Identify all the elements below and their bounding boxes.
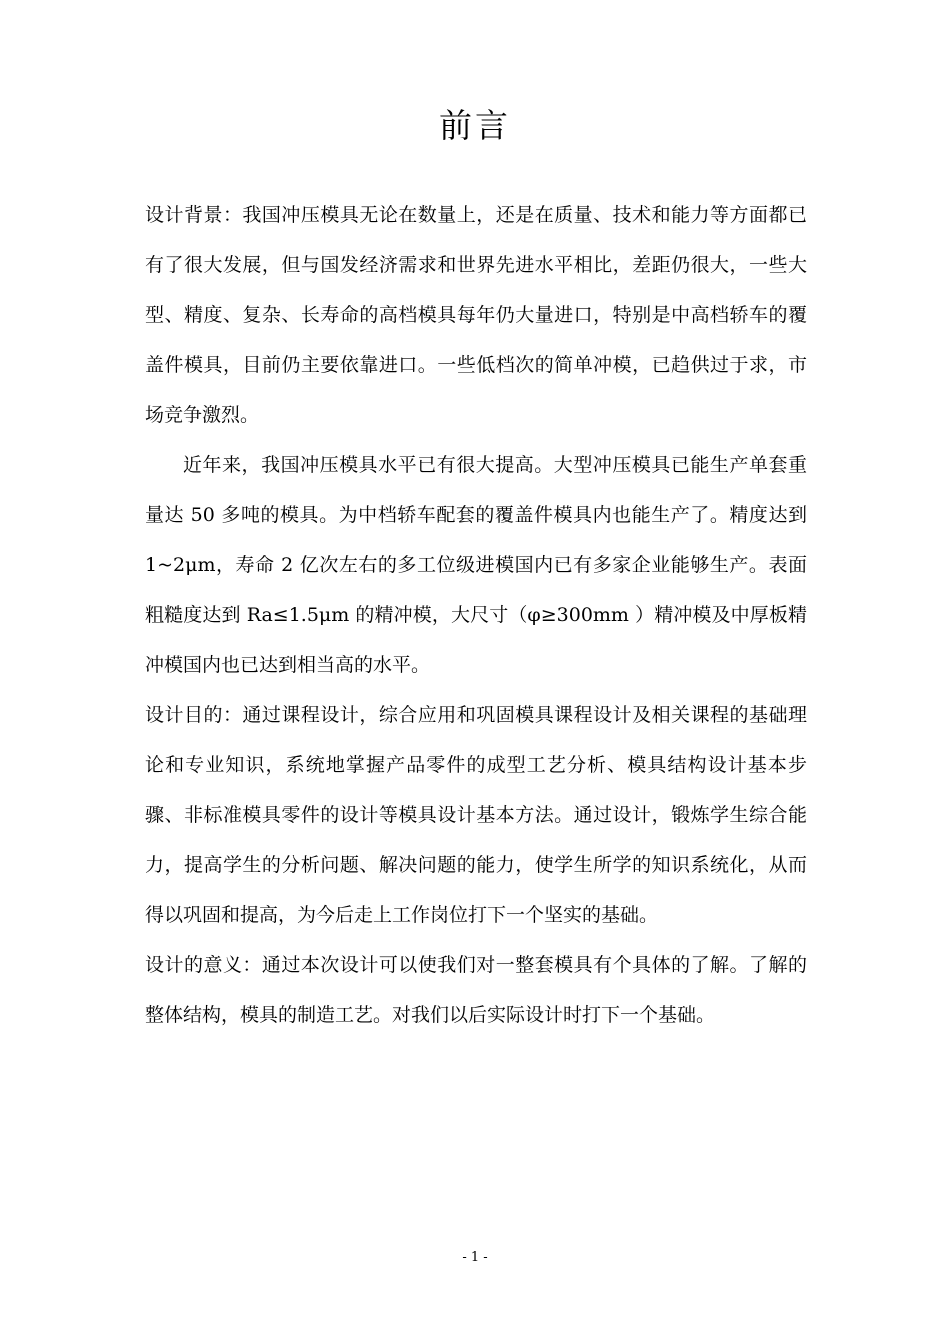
paragraph-recent-progress: 近年来，我国冲压模具水平已有很大提高。大型冲压模具已能生产单套重量达 50 多吨的模具。为中档轿车配套的覆盖件模具内也能生产了。精度达到1~2μm，寿命 2 亿次左右的多工位级进模国内已有多家企业能够生产。表面粗糙度达到 Ra≤1.5μm 的精冲模，大尺寸（φ≥300mm ）精冲模及中厚板精冲模国内也已达到相当高的水平。: [145, 454, 807, 676]
paragraph-design-significance: 设计的意义：通过本次设计可以使我们对一整套模具有个具体的了解。了解的整体结构，模具的制造工艺。对我们以后实际设计时打下一个基础。: [145, 954, 807, 1026]
page-number: - 1 -: [462, 1250, 488, 1265]
body-text: [145, 190, 807, 1040]
paragraph-design-background: 设计背景：我国冲压模具无论在数量上，还是在质量、技术和能力等方面都已有了很大发展，但与国发经济需求和世界先进水平相比，差距仍很大，一些大型、精度、复杂、长寿命的高档模具每年仍大量进口，特别是中高档轿车的覆盖件模具，目前仍主要依靠进口。一些低档次的简单冲模，已趋供过于求，市场竞争激烈。: [145, 204, 807, 426]
paragraph-design-purpose: 设计目的：通过课程设计，综合应用和巩固模具课程设计及相关课程的基础理论和专业知识，系统地掌握产品零件的成型工艺分析、模具结构设计基本步骤、非标准模具零件的设计等模具设计基本方法。通过设计，锻炼学生综合能力，提高学生的分析问题、解决问题的能力，使学生所学的知识系统化，从而得以巩固和提高，为今后走上工作岗位打下一个坚实的基础。: [145, 704, 807, 926]
page-title: 前言: [439, 106, 511, 145]
